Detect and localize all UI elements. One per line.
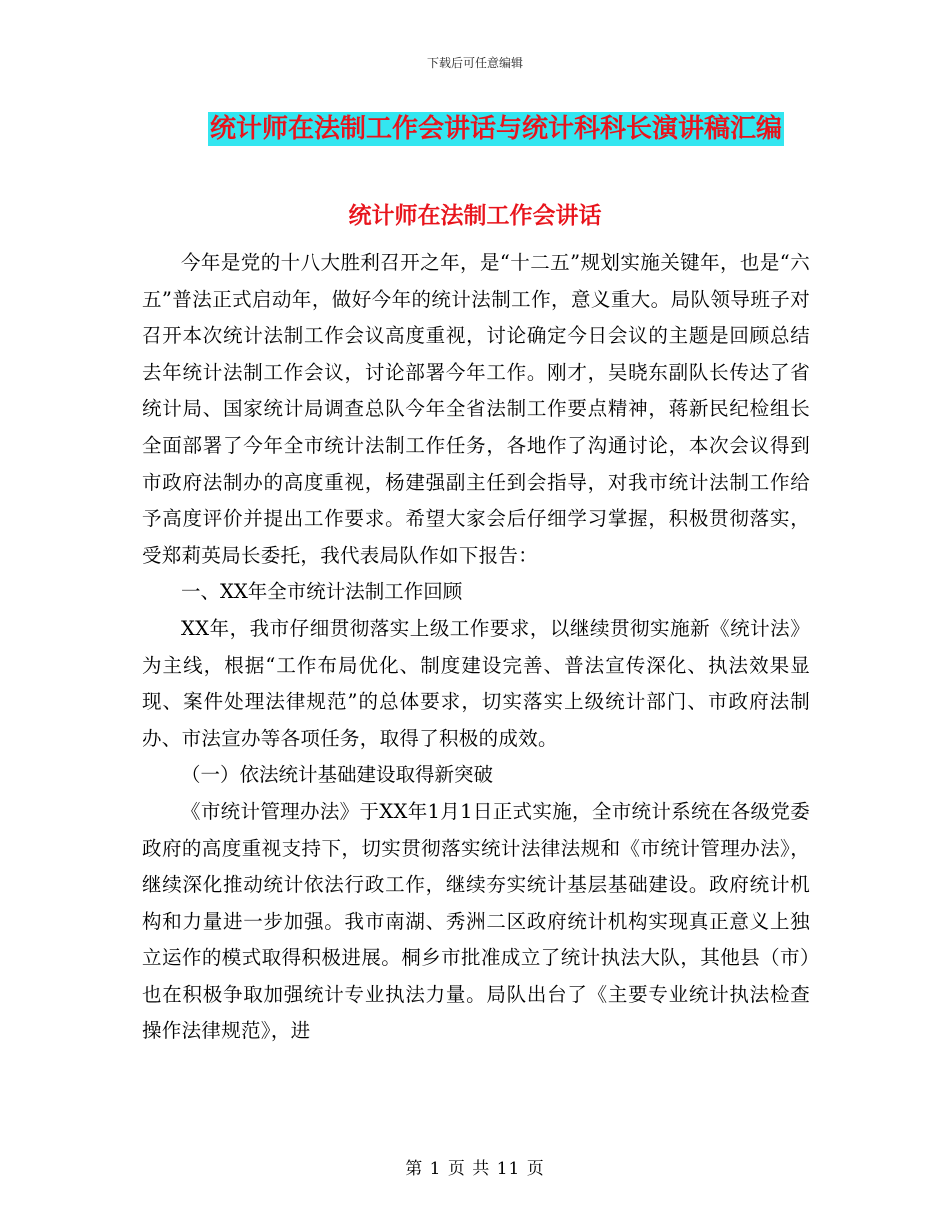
section-title: 统计师在法制工作会讲话 — [348, 202, 602, 229]
subheading-foundation: （一）依法统计基础建设取得新突破 — [181, 763, 494, 787]
document-title: 统计师在法制工作会讲话与统计科科长演讲稿汇编 — [209, 114, 782, 144]
paragraph-review: XX年，我市仔细贯彻落实上级工作要求，以继续贯彻实施新《统计法》为主线，根据“工作布局优化、制度建设完善、普法宣传深化、执法效果显现、案件处理法律规范”的总体要求，切实落实上级统计部门、市政府法制办、市法宣办等各项任务，取得了积极的成效。 — [142, 616, 810, 750]
document-title-wrap — [0, 112, 950, 146]
page-footer: 第 1 页 共 11 页 — [405, 1159, 545, 1179]
paragraph-foundation: 《市统计管理办法》于XX年1月1日正式实施，全市统计系统在各级党委政府的高度重视支持下，切实贯彻落实统计法律法规和《市统计管理办法》，继续深化推动统计依法行政工作，继续夯实统计基层基础建设。政府统计机构和力量进一步加强。我市南湖、秀洲二区政府统计机构实现真正意义上独立运作的模式取得积极进展。桐乡市批准成立了统计执法大队，其他县（市）也在积极争取加强统计专业执法力量。局队出台了《主要专业统计执法检查操作法律规范》，进 — [142, 799, 810, 1043]
header-note: 下载后可任意编辑 — [426, 56, 523, 70]
paragraph-intro: 今年是党的十八大胜利召开之年，是“十二五”规划实施关键年，也是“六五”普法正式启动年，做好今年的统计法制工作，意义重大。局队领导班子对召开本次统计法制工作会议高度重视，讨论确定今日会议的主题是回顾总结去年统计法制工作会议，讨论部署今年工作。刚才，吴晓东副队长传达了省统计局、国家统计局调查总队今年全省法制工作要点精神，蒋新民纪检组长全面部署了今年全市统计法制工作任务，各地作了沟通讨论，本次会议得到市政府法制办的高度重视，杨建强副主任到会指导，对我市统计法制工作给予高度评价并提出工作要求。希望大家会后仔细学习掌握，积极贯彻落实，受郑莉英局长委托，我代表局队作如下报告： — [142, 251, 810, 567]
heading-review: 一、XX年全市统计法制工作回顾 — [181, 580, 463, 604]
document-body — [142, 245, 810, 1050]
